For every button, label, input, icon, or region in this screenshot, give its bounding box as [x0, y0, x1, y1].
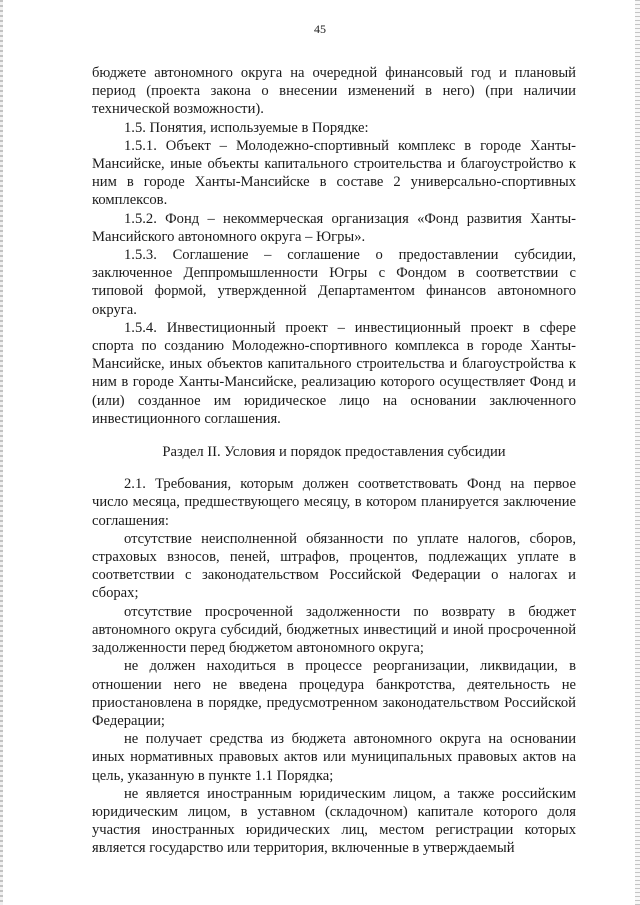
paragraph: 1.5.4. Инвестиционный проект – инвестиционный проект в сфере спорта по созданию Молодежно-спортивного комплекса в городе Ханты-Мансийске, иных объектов капитального строительства и благоустройства к ним в городе Ханты-Мансийске, реализацию которого осуществляет Фонд и (или) созданное им юридическое лицо на основании заключенного инвестиционного соглашения.	[92, 319, 576, 427]
paragraphs-after-section	[92, 475, 576, 857]
paragraph: 1.5. Понятия, используемые в Порядке:	[124, 119, 369, 136]
paragraph: не должен находиться в процессе реорганизации, ликвидации, в отношении него не введена процедура банкротства, деятельность не приостановлена в порядке, предусмотренном законодательством Российской Федерации;	[92, 658, 576, 729]
paragraph: 1.5.3. Соглашение – соглашение о предоставлении субсидии, заключенное Деппромышленности Югры с Фондом в соответствии с типовой формой, утвержденной Департаментом финансов автономного округа.	[92, 247, 576, 318]
paragraph: не получает средства из бюджета автономного округа на основании иных нормативных правовых актов или муниципальных правовых актов на цель, указанную в пункте 1.1 Порядка;	[92, 731, 576, 784]
paragraph: отсутствие неисполненной обязанности по уплате налогов, сборов, страховых взносов, пеней, штрафов, процентов, подлежащих уплате в соответствии с законодательством Российской Федерации о налогах и сборах;	[92, 530, 576, 602]
scan-edge-left	[0, 0, 3, 905]
scan-edge-right	[635, 0, 640, 905]
paragraph: 1.5.2. Фонд – некоммерческая организация «Фонд развития Ханты-Мансийского автономного округа – Югры».	[92, 210, 576, 245]
section-heading: Раздел II. Условия и порядок предоставления субсидии	[162, 444, 506, 461]
paragraph: отсутствие просроченной задолженности по возврату в бюджет автономного округа субсидий, бюджетных инвестиций и иной просроченной задолженности перед бюджетом автономного округа;	[92, 603, 576, 657]
paragraph: 1.5.1. Объект – Молодежно-спортивный комплекс в городе Ханты-Мансийске, иные объекты капитального строительства и благоустройство к ним в городе Ханты-Мансийске в составе 2 универсально-спортивных комплексов.	[92, 137, 576, 209]
paragraph: не является иностранным юридическим лицом, а также российским юридическим лицом, в уставном (складочном) капитале которого доля участия иностранных юридических лиц, местом регистрации которых является государство или территория, включенные в утверждаемый	[92, 785, 576, 857]
page-number: 45	[314, 22, 326, 36]
paragraph: бюджете автономного округа на очередной финансовый год и плановый период (проекта закона о внесении изменений в него) (при наличии технической возможности).	[92, 65, 576, 118]
paragraph: 2.1. Требования, которым должен соответствовать Фонд на первое число месяца, предшествующего месяцу, в котором планируется заключение соглашения:	[92, 476, 576, 529]
document-body	[92, 64, 576, 858]
paragraphs-before-section	[92, 64, 576, 428]
